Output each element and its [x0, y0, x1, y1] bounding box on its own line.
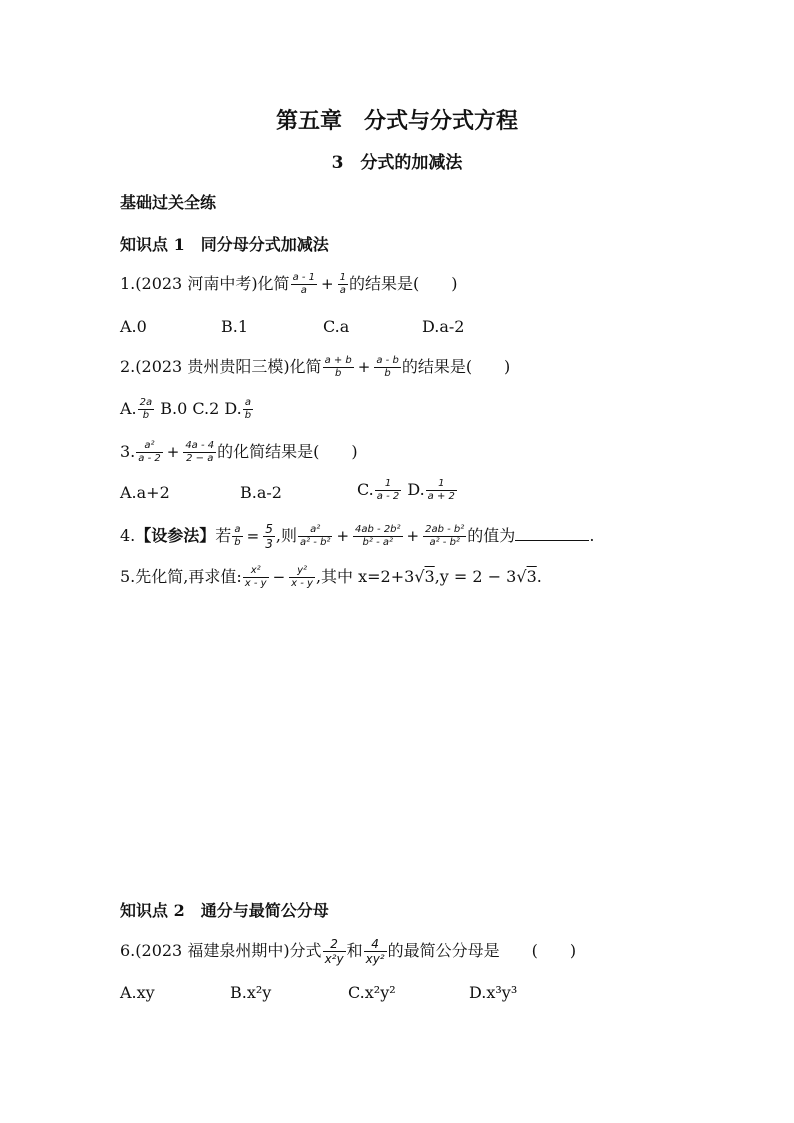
q4-period: .: [589, 526, 595, 545]
q3-fraction-2: $\frac{4a - 4}{2 - a}$: [185, 440, 215, 464]
q6-and: 和: [346, 941, 363, 960]
q3-option-c-fraction: $\frac{1}{a - 2}$: [376, 478, 400, 502]
q3-suffix: 的化简结果是( ): [217, 442, 358, 461]
q4-fraction-3: $\frac{\text{2ab - b²}}{\text{a² - b²}}$: [425, 524, 465, 548]
q4-if: 若: [215, 526, 232, 545]
q3-option-a: A.a+2: [120, 483, 170, 502]
q5-period: .: [536, 567, 542, 586]
q3-options-cd: [357, 478, 458, 503]
q4-then: ,则: [275, 526, 297, 545]
q2-options: [120, 397, 254, 422]
q6-option-c: C.x²y²: [348, 983, 396, 1002]
q5-condition-x: ,其中 x=2+3: [315, 567, 415, 586]
q6-suffix: 的最简公分母是 ( ): [387, 941, 577, 960]
plus-sign: +: [336, 527, 350, 545]
sqrt-icon: √: [414, 567, 425, 586]
q6-option-b: B.x²y: [230, 983, 272, 1002]
q2-option-a-fraction: $\frac{2a}{b}$: [139, 397, 153, 421]
q3-number: 3.: [120, 442, 136, 461]
q5-condition-y: ,y = 2 − 3: [434, 567, 517, 586]
question-1: [120, 272, 457, 297]
sqrt-icon: √: [516, 567, 527, 586]
q6-fraction-2: $\frac{4}{\text{xy²}}$: [365, 937, 385, 966]
q2-option-d-fraction: $\frac{a}{b}$: [244, 397, 252, 421]
q1-suffix: 的结果是( ): [348, 274, 458, 293]
plus-sign: +: [321, 275, 334, 293]
chapter-title: 第五章 分式与分式方程: [275, 108, 518, 134]
q3-option-c-label: C.: [357, 480, 374, 499]
q3-option-d-fraction: $\frac{1}{a + 2}$: [427, 478, 455, 502]
equals-sign: =: [246, 527, 260, 545]
q6-option-a: A.xy: [120, 983, 155, 1002]
question-3: [120, 440, 358, 465]
q2-suffix: 的结果是( ): [401, 357, 511, 376]
plus-sign: +: [166, 443, 180, 461]
q1-option-b: B.1: [221, 317, 249, 336]
section-title: 3 分式的加减法: [331, 153, 463, 173]
q4-fraction-1: $\frac{\text{a²}}{\text{a² - b²}}$: [299, 524, 331, 548]
q2-fraction-2: $\frac{a - b}{b}$: [376, 355, 399, 379]
q4-method-tag: 【设参法】: [135, 526, 216, 545]
question-6: [120, 937, 576, 966]
q1-option-d: D.a-2: [422, 317, 465, 336]
plus-sign: +: [406, 527, 420, 545]
q1-stem: 1.(2023 河南中考)化简: [120, 274, 290, 293]
answer-blank[interactable]: [515, 526, 589, 541]
q3-option-d-label: D.: [407, 480, 425, 499]
knowledge-point-2: 知识点 2 通分与最简公分母: [120, 901, 329, 920]
minus-sign: −: [272, 568, 286, 586]
q2-stem: 2.(2023 贵州贵阳三模)化简: [120, 357, 322, 376]
question-5: [120, 565, 542, 590]
q4-ratio-ab: $\frac{a}{b}$: [234, 524, 241, 548]
question-4: [120, 522, 594, 551]
q5-stem: 5.先化简,再求值:: [120, 567, 242, 586]
q2-options-bcd: B.0 C.2 D.: [160, 399, 242, 418]
q5-radicand-1: 3: [424, 567, 435, 586]
q4-ratio-53: $\frac{5}{3}$: [265, 522, 273, 551]
level-heading: 基础过关全练: [120, 193, 217, 212]
q5-fraction-2: $\frac{\text{y²}}{x - y}$: [291, 565, 313, 589]
q2-option-a-label: A.: [120, 399, 137, 418]
q5-fraction-1: $\frac{\text{x²}}{x - y}$: [244, 565, 267, 589]
q5-radicand-2: 3: [526, 567, 537, 586]
plus-sign: +: [357, 358, 371, 376]
q3-option-b: B.a-2: [240, 483, 282, 502]
q2-fraction-1: $\frac{a + b}{b}$: [324, 355, 352, 379]
q6-stem: 6.(2023 福建泉州期中)分式: [120, 941, 322, 960]
q1-fraction-2: $\frac{1}{a}$: [339, 272, 346, 296]
q4-number: 4.: [120, 526, 136, 545]
q6-option-d: D.x³y³: [469, 983, 518, 1002]
question-2: [120, 355, 510, 380]
q1-option-a: A.0: [120, 317, 147, 336]
knowledge-point-1: 知识点 1 同分母分式加减法: [120, 235, 329, 254]
q1-fraction-1: $\frac{a - 1}{a}$: [292, 272, 316, 296]
q3-fraction-1: $\frac{\text{a²}}{a - 2}$: [138, 440, 161, 464]
q4-fraction-2: $\frac{\text{4ab - 2b²}}{\text{b² - a²}}$: [355, 524, 401, 548]
q1-option-c: C.a: [323, 317, 350, 336]
q6-fraction-1: $\frac{2}{\text{x²y}}$: [324, 937, 344, 966]
q4-suffix: 的值为: [467, 526, 516, 545]
